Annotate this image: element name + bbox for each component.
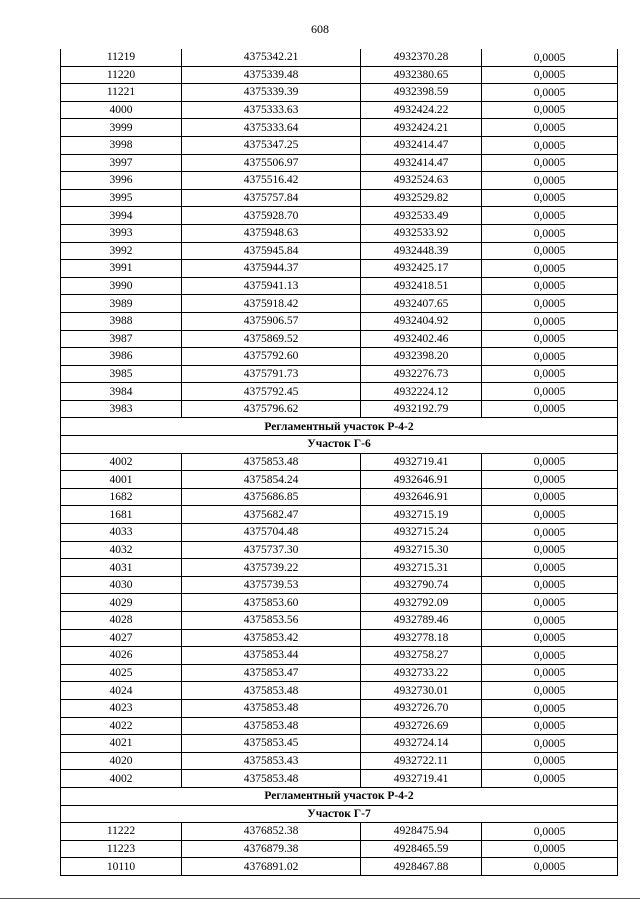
table-row (61, 559, 618, 577)
x-coordinate-cell: 4375853.48 (182, 717, 361, 735)
y-coordinate-cell: 4932533.49 (361, 207, 482, 225)
point-number-cell: 3987 (61, 330, 182, 348)
x-coordinate-cell: 4375869.52 (182, 330, 361, 348)
x-coordinate-cell: 4375339.48 (182, 66, 361, 84)
y-coordinate-cell: 4932719.41 (361, 453, 482, 471)
accuracy-cell: 0,0005 (482, 770, 618, 788)
table-row (61, 506, 618, 524)
accuracy-cell: 0,0005 (482, 752, 618, 770)
table-row (61, 172, 618, 190)
accuracy-cell: 0,0005 (482, 260, 618, 278)
point-number-cell: 3988 (61, 312, 182, 330)
accuracy-cell: 0,0005 (482, 400, 618, 418)
point-number-cell: 3995 (61, 189, 182, 207)
y-coordinate-cell: 4932715.30 (361, 541, 482, 559)
point-number-cell: 10110 (61, 858, 182, 876)
point-number-cell: 4024 (61, 682, 182, 700)
x-coordinate-cell: 4375948.63 (182, 224, 361, 242)
table-row (61, 858, 618, 876)
x-coordinate-cell: 4375792.45 (182, 383, 361, 401)
accuracy-cell: 0,0005 (482, 84, 618, 102)
point-number-cell: 4021 (61, 735, 182, 753)
point-number-cell: 4020 (61, 752, 182, 770)
accuracy-cell: 0,0005 (482, 506, 618, 524)
y-coordinate-cell: 4932524.63 (361, 172, 482, 190)
y-coordinate-cell: 4932404.92 (361, 312, 482, 330)
accuracy-cell: 0,0005 (482, 682, 618, 700)
table-row (61, 840, 618, 858)
point-number-cell: 3990 (61, 277, 182, 295)
table-row (61, 365, 618, 383)
accuracy-cell: 0,0005 (482, 576, 618, 594)
x-coordinate-cell: 4375853.48 (182, 682, 361, 700)
x-coordinate-cell: 4375853.56 (182, 612, 361, 630)
point-number-cell: 11219 (61, 49, 182, 66)
y-coordinate-cell: 4928465.59 (361, 840, 482, 858)
x-coordinate-cell: 4375853.42 (182, 629, 361, 647)
accuracy-cell: 0,0005 (482, 207, 618, 225)
section-subheading-row (61, 436, 618, 454)
y-coordinate-cell: 4932789.46 (361, 612, 482, 630)
x-coordinate-cell: 4375928.70 (182, 207, 361, 225)
table-row (61, 383, 618, 401)
accuracy-cell: 0,0005 (482, 66, 618, 84)
accuracy-cell: 0,0005 (482, 471, 618, 489)
accuracy-cell: 0,0005 (482, 488, 618, 506)
point-number-cell: 3986 (61, 348, 182, 366)
y-coordinate-cell: 4932733.22 (361, 664, 482, 682)
y-coordinate-cell: 4932407.65 (361, 295, 482, 313)
table-row (61, 612, 618, 630)
accuracy-cell: 0,0005 (482, 136, 618, 154)
table-row (61, 189, 618, 207)
point-number-cell: 4029 (61, 594, 182, 612)
accuracy-cell: 0,0005 (482, 312, 618, 330)
y-coordinate-cell: 4932402.46 (361, 330, 482, 348)
accuracy-cell: 0,0005 (482, 295, 618, 313)
y-coordinate-cell: 4932370.28 (361, 49, 482, 66)
y-coordinate-cell: 4932414.47 (361, 154, 482, 172)
y-coordinate-cell: 4932425.17 (361, 260, 482, 278)
accuracy-cell: 0,0005 (482, 172, 618, 190)
point-number-cell: 3997 (61, 154, 182, 172)
point-number-cell: 11221 (61, 84, 182, 102)
section-heading-row (61, 787, 618, 805)
table-row (61, 541, 618, 559)
point-number-cell: 4025 (61, 664, 182, 682)
point-number-cell: 3992 (61, 242, 182, 260)
x-coordinate-cell: 4375944.37 (182, 260, 361, 278)
accuracy-cell: 0,0005 (482, 348, 618, 366)
y-coordinate-cell: 4932790.74 (361, 576, 482, 594)
table-row (61, 295, 618, 313)
x-coordinate-cell: 4375853.47 (182, 664, 361, 682)
y-coordinate-cell: 4932726.70 (361, 699, 482, 717)
point-number-cell: 4002 (61, 770, 182, 788)
accuracy-cell: 0,0005 (482, 858, 618, 876)
y-coordinate-cell: 4932224.12 (361, 383, 482, 401)
table-row (61, 260, 618, 278)
table-row (61, 735, 618, 753)
accuracy-cell: 0,0005 (482, 224, 618, 242)
point-number-cell: 4027 (61, 629, 182, 647)
accuracy-cell: 0,0005 (482, 453, 618, 471)
point-number-cell: 4032 (61, 541, 182, 559)
point-number-cell: 4028 (61, 612, 182, 630)
x-coordinate-cell: 4375516.42 (182, 172, 361, 190)
y-coordinate-cell: 4932778.18 (361, 629, 482, 647)
table-row (61, 330, 618, 348)
accuracy-cell: 0,0005 (482, 383, 618, 401)
x-coordinate-cell: 4375347.25 (182, 136, 361, 154)
table-row (61, 154, 618, 172)
point-number-cell: 3993 (61, 224, 182, 242)
x-coordinate-cell: 4375945.84 (182, 242, 361, 260)
point-number-cell: 1682 (61, 488, 182, 506)
point-number-cell: 4030 (61, 576, 182, 594)
table-row (61, 647, 618, 665)
table-row (61, 84, 618, 102)
x-coordinate-cell: 4375682.47 (182, 506, 361, 524)
table-row (61, 136, 618, 154)
accuracy-cell: 0,0005 (482, 277, 618, 295)
point-number-cell: 3999 (61, 119, 182, 137)
y-coordinate-cell: 4932715.31 (361, 559, 482, 577)
y-coordinate-cell: 4928475.94 (361, 823, 482, 841)
x-coordinate-cell: 4375853.48 (182, 453, 361, 471)
table-row (61, 524, 618, 542)
accuracy-cell: 0,0005 (482, 154, 618, 172)
table-row (61, 471, 618, 489)
table-row (61, 242, 618, 260)
section-subheading: Участок Г-6 (61, 436, 618, 454)
table-row (61, 823, 618, 841)
x-coordinate-cell: 4375342.21 (182, 49, 361, 66)
x-coordinate-cell: 4375853.48 (182, 770, 361, 788)
point-number-cell: 3989 (61, 295, 182, 313)
y-coordinate-cell: 4932715.24 (361, 524, 482, 542)
y-coordinate-cell: 4932715.19 (361, 506, 482, 524)
point-number-cell: 3998 (61, 136, 182, 154)
table-row (61, 101, 618, 119)
x-coordinate-cell: 4375704.48 (182, 524, 361, 542)
accuracy-cell: 0,0005 (482, 717, 618, 735)
x-coordinate-cell: 4375853.44 (182, 647, 361, 665)
accuracy-cell: 0,0005 (482, 524, 618, 542)
point-number-cell: 4001 (61, 471, 182, 489)
point-number-cell: 4000 (61, 101, 182, 119)
table-row (61, 682, 618, 700)
table-row (61, 752, 618, 770)
y-coordinate-cell: 4932730.01 (361, 682, 482, 700)
x-coordinate-cell: 4375853.43 (182, 752, 361, 770)
point-number-cell: 3985 (61, 365, 182, 383)
section-heading: Регламентный участок Р-4-2 (61, 418, 618, 436)
y-coordinate-cell: 4932424.22 (361, 101, 482, 119)
accuracy-cell: 0,0005 (482, 541, 618, 559)
point-number-cell: 1681 (61, 506, 182, 524)
accuracy-cell: 0,0005 (482, 242, 618, 260)
x-coordinate-cell: 4375796.62 (182, 400, 361, 418)
y-coordinate-cell: 4932529.82 (361, 189, 482, 207)
x-coordinate-cell: 4375686.85 (182, 488, 361, 506)
table-row (61, 453, 618, 471)
y-coordinate-cell: 4928467.88 (361, 858, 482, 876)
y-coordinate-cell: 4932380.65 (361, 66, 482, 84)
coordinates-table (60, 49, 618, 876)
point-number-cell: 3994 (61, 207, 182, 225)
table-row (61, 312, 618, 330)
y-coordinate-cell: 4932792.09 (361, 594, 482, 612)
table-row (61, 664, 618, 682)
accuracy-cell: 0,0005 (482, 330, 618, 348)
x-coordinate-cell: 4375853.45 (182, 735, 361, 753)
table-row (61, 49, 618, 66)
accuracy-cell: 0,0005 (482, 647, 618, 665)
table-row (61, 770, 618, 788)
accuracy-cell: 0,0005 (482, 629, 618, 647)
accuracy-cell: 0,0005 (482, 365, 618, 383)
x-coordinate-cell: 4376891.02 (182, 858, 361, 876)
point-number-cell: 3991 (61, 260, 182, 278)
y-coordinate-cell: 4932192.79 (361, 400, 482, 418)
accuracy-cell: 0,0005 (482, 49, 618, 66)
x-coordinate-cell: 4375791.73 (182, 365, 361, 383)
y-coordinate-cell: 4932646.91 (361, 488, 482, 506)
point-number-cell: 11220 (61, 66, 182, 84)
x-coordinate-cell: 4375739.53 (182, 576, 361, 594)
accuracy-cell: 0,0005 (482, 612, 618, 630)
x-coordinate-cell: 4375739.22 (182, 559, 361, 577)
y-coordinate-cell: 4932646.91 (361, 471, 482, 489)
accuracy-cell: 0,0005 (482, 699, 618, 717)
point-number-cell: 11222 (61, 823, 182, 841)
section-heading: Регламентный участок Р-4-2 (61, 787, 618, 805)
table-row (61, 119, 618, 137)
accuracy-cell: 0,0005 (482, 559, 618, 577)
x-coordinate-cell: 4375906.57 (182, 312, 361, 330)
x-coordinate-cell: 4375333.63 (182, 101, 361, 119)
x-coordinate-cell: 4375941.13 (182, 277, 361, 295)
accuracy-cell: 0,0005 (482, 189, 618, 207)
x-coordinate-cell: 4376852.38 (182, 823, 361, 841)
table-row (61, 717, 618, 735)
page-number: 608 (311, 22, 329, 36)
section-subheading: Участок Г-7 (61, 805, 618, 823)
accuracy-cell: 0,0005 (482, 594, 618, 612)
table-row (61, 207, 618, 225)
coordinates-table-body (61, 49, 618, 875)
table-row (61, 594, 618, 612)
point-number-cell: 3983 (61, 400, 182, 418)
y-coordinate-cell: 4932726.69 (361, 717, 482, 735)
point-number-cell: 4026 (61, 647, 182, 665)
table-row (61, 400, 618, 418)
accuracy-cell: 0,0005 (482, 840, 618, 858)
y-coordinate-cell: 4932722.11 (361, 752, 482, 770)
point-number-cell: 11223 (61, 840, 182, 858)
accuracy-cell: 0,0005 (482, 823, 618, 841)
table-row (61, 699, 618, 717)
point-number-cell: 4033 (61, 524, 182, 542)
table-row (61, 576, 618, 594)
point-number-cell: 3984 (61, 383, 182, 401)
section-heading-row (61, 418, 618, 436)
y-coordinate-cell: 4932414.47 (361, 136, 482, 154)
y-coordinate-cell: 4932424.21 (361, 119, 482, 137)
y-coordinate-cell: 4932398.20 (361, 348, 482, 366)
x-coordinate-cell: 4375333.64 (182, 119, 361, 137)
section-subheading-row (61, 805, 618, 823)
bottom-rule (0, 898, 640, 899)
table-row (61, 488, 618, 506)
x-coordinate-cell: 4375853.48 (182, 699, 361, 717)
y-coordinate-cell: 4932276.73 (361, 365, 482, 383)
point-number-cell: 4023 (61, 699, 182, 717)
point-number-cell: 4031 (61, 559, 182, 577)
accuracy-cell: 0,0005 (482, 101, 618, 119)
y-coordinate-cell: 4932758.27 (361, 647, 482, 665)
table-row (61, 629, 618, 647)
accuracy-cell: 0,0005 (482, 664, 618, 682)
y-coordinate-cell: 4932724.14 (361, 735, 482, 753)
y-coordinate-cell: 4932418.51 (361, 277, 482, 295)
point-number-cell: 4022 (61, 717, 182, 735)
point-number-cell: 4002 (61, 453, 182, 471)
accuracy-cell: 0,0005 (482, 735, 618, 753)
table-row (61, 348, 618, 366)
y-coordinate-cell: 4932448.39 (361, 242, 482, 260)
x-coordinate-cell: 4375737.30 (182, 541, 361, 559)
x-coordinate-cell: 4375339.39 (182, 84, 361, 102)
point-number-cell: 3996 (61, 172, 182, 190)
x-coordinate-cell: 4375854.24 (182, 471, 361, 489)
table-row (61, 66, 618, 84)
y-coordinate-cell: 4932398.59 (361, 84, 482, 102)
y-coordinate-cell: 4932719.41 (361, 770, 482, 788)
x-coordinate-cell: 4375853.60 (182, 594, 361, 612)
x-coordinate-cell: 4375792.60 (182, 348, 361, 366)
table-row (61, 224, 618, 242)
x-coordinate-cell: 4375918.42 (182, 295, 361, 313)
x-coordinate-cell: 4376879.38 (182, 840, 361, 858)
accuracy-cell: 0,0005 (482, 119, 618, 137)
x-coordinate-cell: 4375757.84 (182, 189, 361, 207)
y-coordinate-cell: 4932533.92 (361, 224, 482, 242)
x-coordinate-cell: 4375506.97 (182, 154, 361, 172)
table-row (61, 277, 618, 295)
